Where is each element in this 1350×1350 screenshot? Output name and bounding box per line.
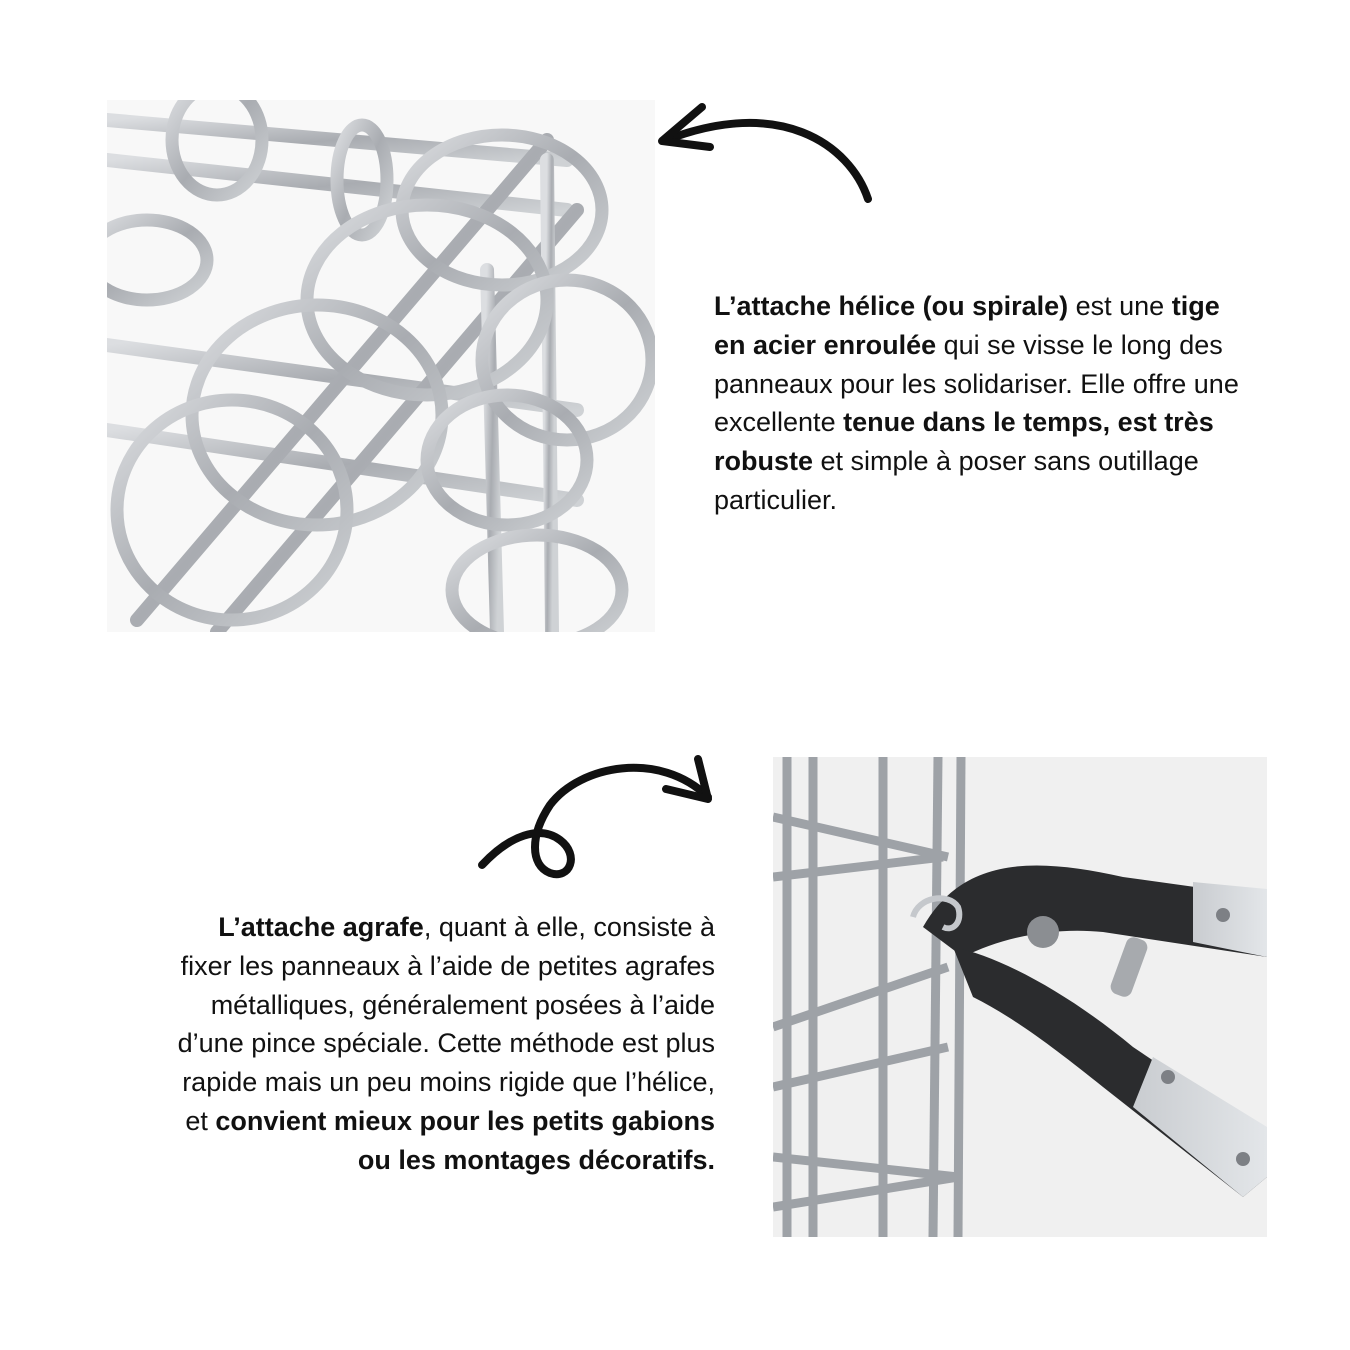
helix-text-1: est une xyxy=(1068,291,1172,321)
helix-photo-illustration xyxy=(107,100,655,632)
helix-highlight-2: tenue dans le temps, est très robuste xyxy=(714,407,1214,477)
helix-description xyxy=(714,287,1244,520)
staple-term: L’attache agrafe xyxy=(218,912,424,942)
staple-text-1: , quant à elle, consiste à fixer les panneaux à l’aide de petites agrafes métalliques, généralement posées à l’aide d’une pince spéciale. Cette méthode est plus rapide mais un peu moins rigide que l’hélice, et xyxy=(177,912,715,1136)
curved-arrow-left-icon xyxy=(650,95,890,215)
helix-text-2: qui se visse le long des panneaux pour les solidariser. Elle offre une excellente xyxy=(714,329,1239,438)
helix-attachment-photo xyxy=(107,100,655,632)
helix-text-3: et simple à poser sans outillage particulier. xyxy=(714,446,1199,515)
helix-term: L’attache hélice (ou spirale) xyxy=(714,291,1069,321)
staple-photo-illustration xyxy=(773,757,1267,1237)
looped-arrow-right-icon xyxy=(470,745,730,885)
staple-description xyxy=(160,908,715,1180)
staple-highlight: convient mieux pour les petits gabions ou les montages décoratifs. xyxy=(215,1105,715,1175)
helix-highlight-1: tige en acier enroulée xyxy=(714,291,1220,360)
staple-pliers-photo xyxy=(773,757,1267,1237)
